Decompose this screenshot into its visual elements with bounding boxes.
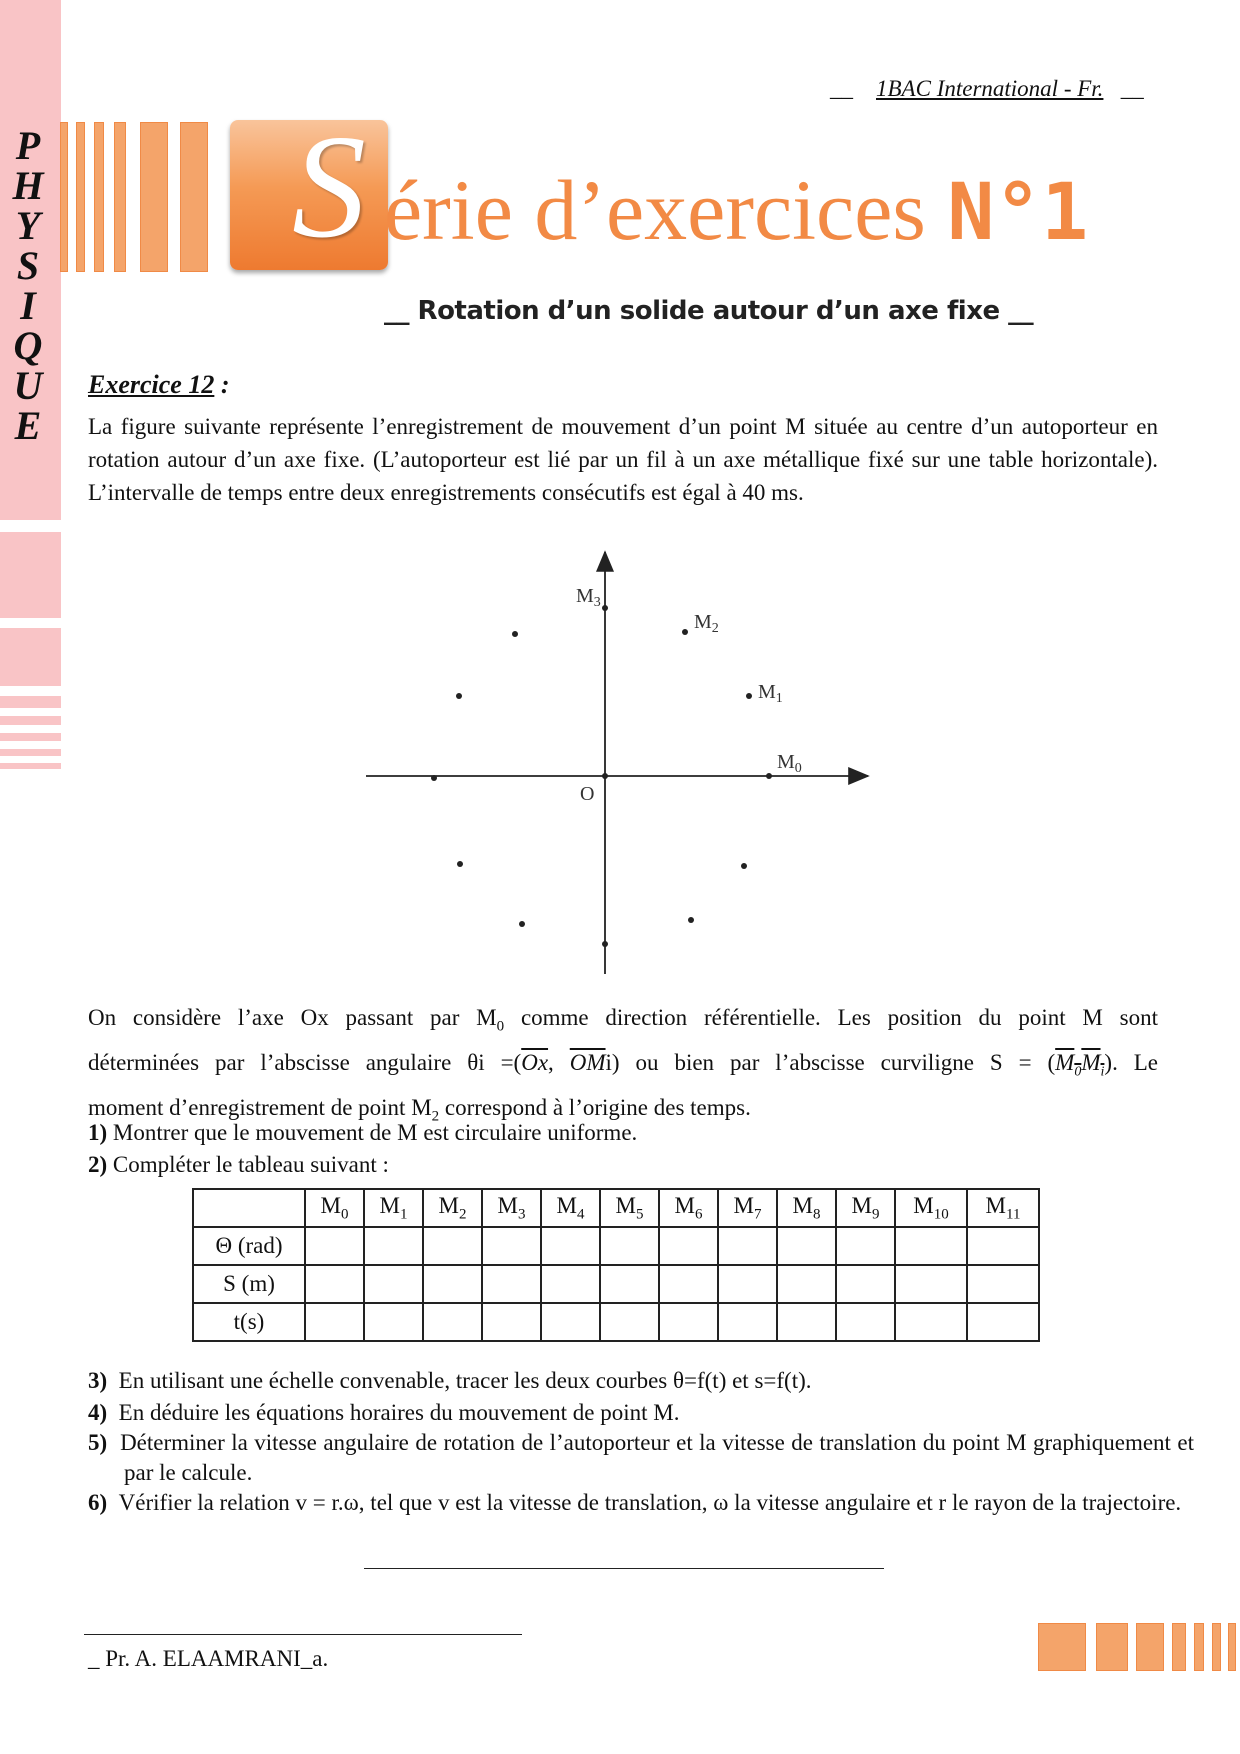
point-m8 xyxy=(519,921,525,927)
question-4: 4) En déduire les équations horaires du mouvement de point M. xyxy=(88,1400,680,1425)
point-m9 xyxy=(602,941,608,947)
table-header-cell: $M_4$ xyxy=(541,1189,600,1227)
question-3: 3) En utilisant une échelle convenable, tracer les deux courbes θ=f(t) et s=f(t). xyxy=(88,1368,812,1393)
arc-m0mi: $M_0M_i$ xyxy=(1055,1049,1105,1080)
table-header-cell: $M_2$ xyxy=(423,1189,482,1227)
title-initial: S xyxy=(292,105,366,269)
table-header-cell: $M_8$ xyxy=(777,1189,836,1227)
table-header-cell: $M_0$ xyxy=(305,1189,364,1227)
row-label: t(s) xyxy=(193,1303,305,1341)
vector-om: $\overline{OM}$ xyxy=(569,1049,606,1075)
table-header-cell: $M_{10}$ xyxy=(895,1189,967,1227)
page-subtitle: __ Rotation d’un solide autour d’un axe fixe __ xyxy=(384,296,1034,326)
table-header-cell: $M_6$ xyxy=(659,1189,718,1227)
point-m3 xyxy=(602,605,608,611)
vector-ox: $\overline{Ox}$ xyxy=(521,1049,549,1075)
table-header-cell: $M_7$ xyxy=(718,1189,777,1227)
question-6: 6) Vérifier la relation v = r.ω, tel que v est la vitesse de translation, ω la vitesse angulaire et r le rayon de la trajectoire. xyxy=(88,1490,1182,1515)
point-label-m1: $M_1$ xyxy=(758,681,783,706)
point-label-m2: $M_2$ xyxy=(694,611,719,636)
sidebar-block xyxy=(0,532,61,618)
sidebar-block xyxy=(0,628,61,686)
row-label: S (m) xyxy=(193,1265,305,1303)
answer-table xyxy=(192,1188,1040,1342)
trajectory-figure xyxy=(360,546,880,976)
footer-divider xyxy=(84,1634,522,1635)
point-m4 xyxy=(512,631,518,637)
question-5: 5) Déterminer la vitesse angulaire de rotation de l’autoporteur et la vitesse de translation du point M graphiquement et par le calcule. xyxy=(88,1430,1194,1485)
table-header-cell: $M_1$ xyxy=(364,1189,423,1227)
sidebar-stripe xyxy=(0,696,61,708)
subject-vertical-label: P H Y S I Q U E xyxy=(12,123,44,448)
reference-paragraph: On considère l’axe Ox passant par $M_0$ comme direction référentielle. Les position du point M sont déterminées par l’abscisse angulaire $\theta i =(\overline{Ox}$, $\overline{OM}i$) ou bien par l’abscisse curviligne $S = (M_0M_i)$. Le moment d’enregistrement de point $M_2$ correspond à l’origine des temps. xyxy=(88,1005,1159,1125)
origin-point xyxy=(602,773,608,779)
table-row xyxy=(193,1227,1039,1265)
table-row xyxy=(193,1303,1039,1341)
question-2: 2) Compléter le tableau suivant : xyxy=(88,1152,389,1177)
footer-author: _ Pr. A. ELAAMRANI_a. xyxy=(88,1646,329,1671)
page-title: érie d’exercices N°1 xyxy=(384,162,1089,258)
origin-label: O xyxy=(580,783,595,805)
end-divider xyxy=(364,1568,884,1569)
question-1: 1) Montrer que le mouvement de M est circulaire uniforme. xyxy=(88,1120,638,1145)
table-header-cell: $M_{11}$ xyxy=(967,1189,1039,1227)
point-m5 xyxy=(456,693,462,699)
point-m10 xyxy=(688,917,694,923)
point-m11 xyxy=(741,863,747,869)
point-m2 xyxy=(682,629,688,635)
sidebar-stripe xyxy=(0,733,61,741)
table-header-row xyxy=(193,1189,1039,1227)
table-header-cell: $M_3$ xyxy=(482,1189,541,1227)
sidebar-stripe xyxy=(0,716,61,725)
table-row xyxy=(193,1265,1039,1303)
exercise-heading: Exercice 12 : xyxy=(88,370,230,399)
level-tag: __ 1BAC International - Fr. __ xyxy=(830,76,1144,101)
exercise-intro: La figure suivante représente l’enregistrement de mouvement d’un point M située au centre d’un autoporteur en rotation autour d’un axe fixe. (L’autoporteur est lié par un fil à un axe métallique fixé sur une table horizontale). L’intervalle de temps entre deux enregistrements consécutifs est égal à 40 ms. xyxy=(88,414,1158,505)
table-header-cell: $M_9$ xyxy=(836,1189,895,1227)
point-m6 xyxy=(431,775,437,781)
point-label-m0: $M_0$ xyxy=(777,751,802,776)
table-header-cell: $M_5$ xyxy=(600,1189,659,1227)
point-m7 xyxy=(457,861,463,867)
point-m0 xyxy=(766,773,772,779)
row-label: Θ (rad) xyxy=(193,1227,305,1265)
point-label-m3: $M_3$ xyxy=(576,585,601,610)
sidebar-stripe xyxy=(0,749,61,756)
point-m1 xyxy=(746,693,752,699)
sidebar-stripe xyxy=(0,763,61,769)
